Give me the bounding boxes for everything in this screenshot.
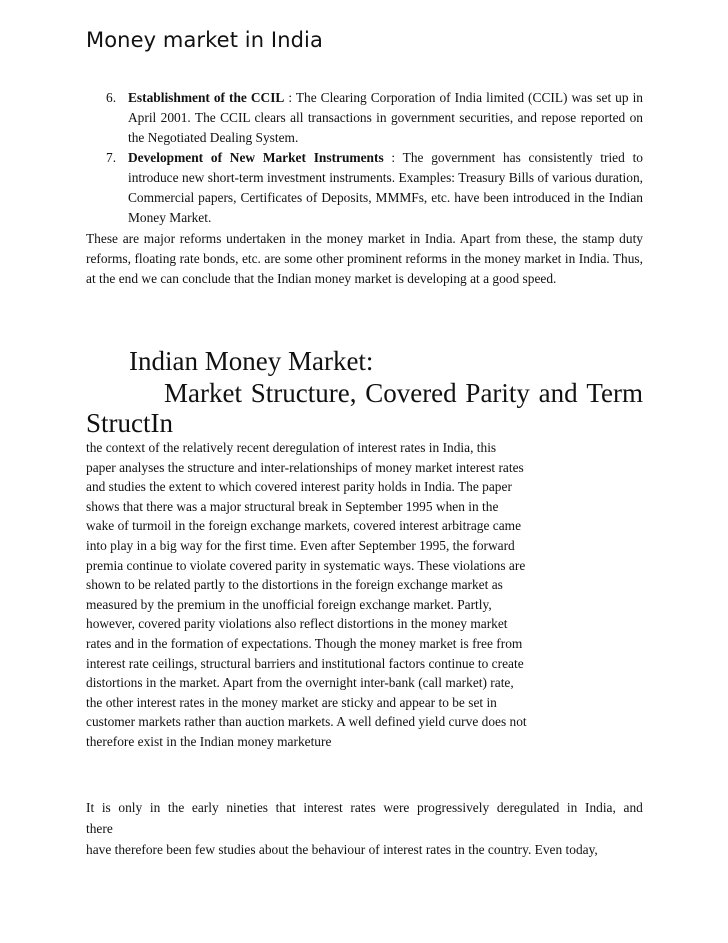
abstract-line: the other interest rates in the money market are sticky and appear to be set in (86, 694, 497, 710)
abstract-line: measured by the premium in the unofficial foreign exchange market. Partly, (86, 596, 492, 612)
heading-word: Covered (365, 378, 457, 408)
list-item-heading: Establishment of the CCIL (128, 90, 285, 105)
closing-paragraph (86, 797, 643, 860)
closing-line-3: have therefore been few studies about the behaviour of interest rates in the country. Even today, (86, 842, 598, 857)
list-item-heading: Development of New Market Instruments (128, 150, 384, 165)
heading-word: Structure, (250, 378, 357, 408)
page-header-title: Money market in India (86, 28, 323, 52)
word: progressively (417, 800, 490, 815)
word: interest (303, 800, 343, 815)
abstract-line: the context of the relatively recent deregulation of interest rates in India, this (86, 440, 497, 455)
abstract-line: therefore exist in the Indian money marketure (86, 733, 332, 749)
abstract-line: wake of turmoil in the foreign exchange markets, covered interest arbitrage came (86, 518, 522, 534)
abstract-line: customer markets rather than auction markets. A well defined yield curve does not (86, 714, 527, 730)
word: It (86, 800, 95, 815)
word: in (566, 800, 578, 815)
list-item-number: 6. (106, 90, 117, 105)
word: India, (584, 800, 616, 815)
word: the (167, 800, 185, 815)
list-item (86, 148, 643, 228)
reform-list (86, 88, 643, 228)
word: deregulated (496, 800, 560, 815)
word: nineties (226, 800, 268, 815)
word: and (623, 800, 643, 815)
section-heading-line-3: StructIn (86, 408, 173, 438)
heading-word: Parity (465, 378, 530, 408)
abstract-line: shows that there was a major structural break in September 1995 when in the (86, 498, 499, 514)
section-heading-line-1: Indian Money Market: (129, 346, 374, 376)
list-item-text: : The government has consistently tried to introduce new short-term investment instruments. Examples: Treasury Bills of various duration, Commercial papers, Certificates of Deposits, MMMFs, etc. have been introduced in the Indian Money Market. (128, 150, 643, 225)
section-heading-line-2 (164, 378, 643, 409)
word: early (191, 800, 219, 815)
abstract-line: interest rate ceilings, structural barriers and institutional factors continue to create (86, 655, 524, 671)
summary-paragraph: These are major reforms undertaken in the money market in India. Apart from these, the stamp duty reforms, floating rate bonds, etc. are some other prominent reforms in the money market in India. Thus, at the end we can conclude that the Indian money market is developing at a good speed. (86, 231, 643, 286)
word: in (149, 800, 161, 815)
word: is (101, 800, 111, 815)
abstract-text (86, 438, 666, 752)
word: rates (350, 800, 376, 815)
heading-word: Market (164, 378, 242, 408)
abstract-line: shown to be related partly to the distortions in the foreign exchange market as (86, 577, 503, 593)
abstract-line: rates and in the formation of expectations. Though the money market is free from (86, 635, 523, 651)
list-item-text: : The Clearing Corporation of India limited (CCIL) was set up in April 2001. The CCIL clears all transactions in government securities, and repose reported on the Negotiated Dealing System. (128, 90, 643, 145)
heading-word: and (538, 378, 578, 408)
abstract-line: however, covered parity violations also reflect distortions in the money market (86, 616, 508, 632)
list-item-number: 7. (106, 150, 117, 165)
word: that (275, 800, 296, 815)
word: were (383, 800, 410, 815)
abstract-line: paper analyses the structure and inter-relationships of money market interest rates (86, 459, 524, 475)
abstract-line: into play in a big way for the first time. Even after September 1995, the forward (86, 537, 515, 553)
word: only (118, 800, 143, 815)
closing-line-1 (86, 797, 643, 818)
list-item (86, 88, 643, 148)
abstract-line: distortions in the market. Apart from the overnight inter-bank (call market) rate, (86, 675, 514, 691)
abstract-line: premia continue to violate covered parity in systematic ways. These violations are (86, 557, 526, 573)
heading-word: Term (586, 378, 643, 408)
closing-line-2: there (86, 821, 113, 836)
abstract-line: and studies the extent to which covered interest parity holds in India. The paper (86, 479, 512, 495)
